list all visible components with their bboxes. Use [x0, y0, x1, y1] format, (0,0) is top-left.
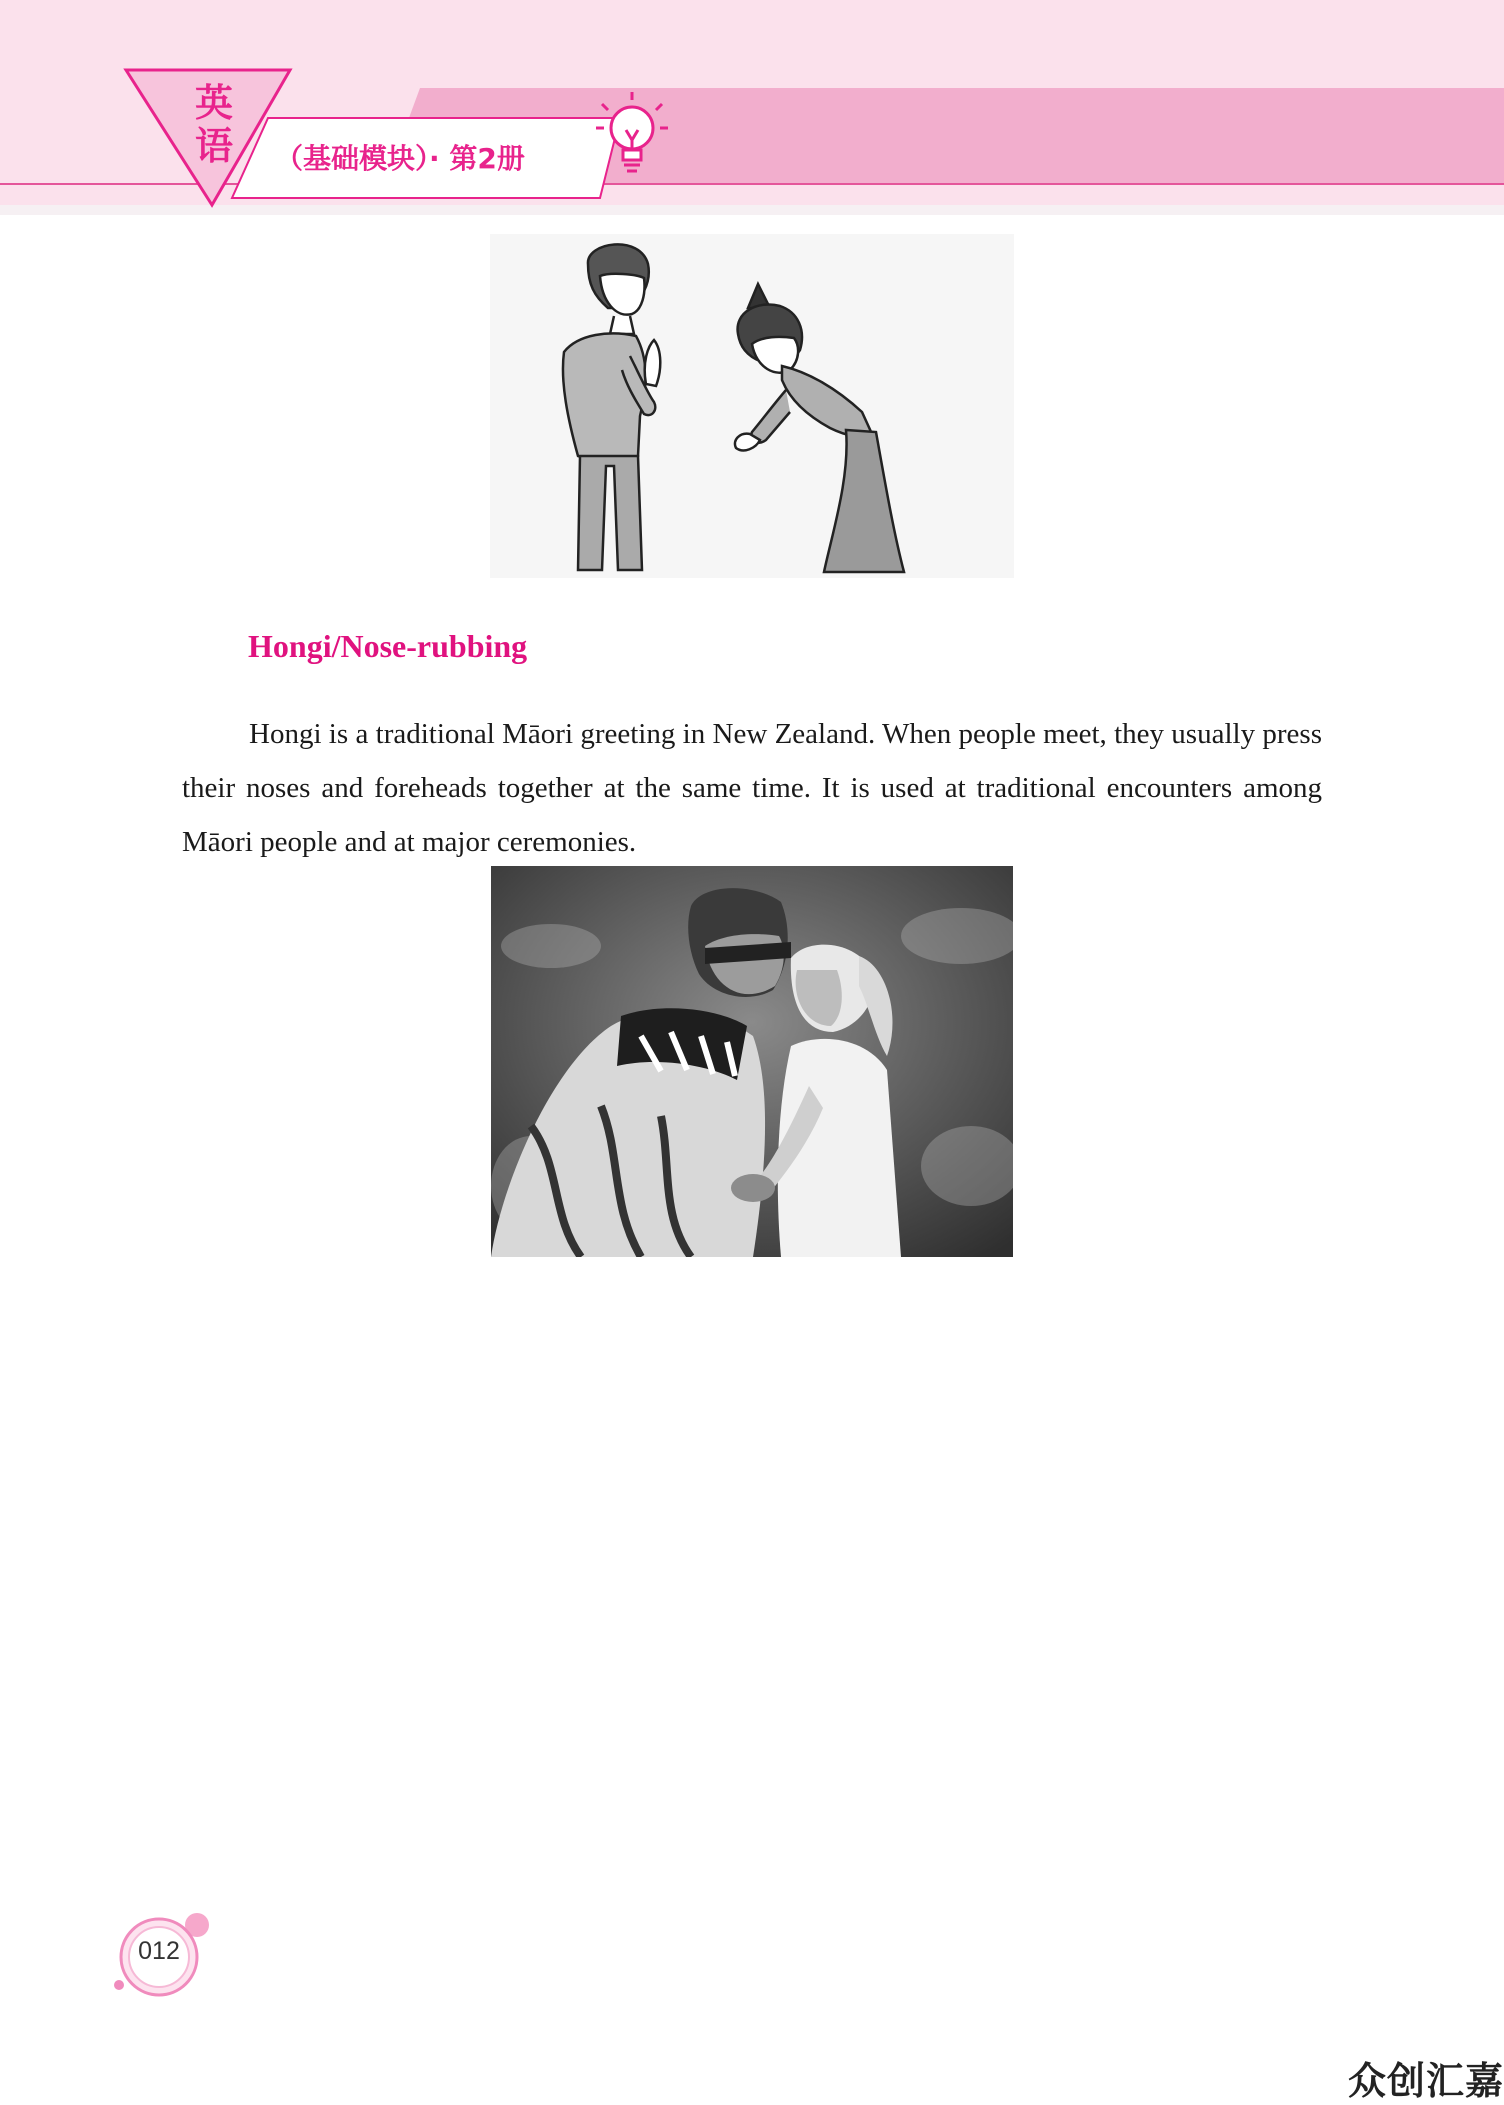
subject-char-top: 英 [195, 81, 234, 125]
clasped-hands [731, 1174, 775, 1202]
hongi-greeting-photo [491, 866, 1013, 1257]
watermark-text: 众创汇嘉 [1348, 2059, 1504, 2103]
section-paragraph: Hongi is a traditional Māori greeting in New Zealand. When people meet, they usually press their noses and foreheads together at the same time. It is used at traditional encounters among Māori people and at major ceremonies. [182, 718, 1322, 858]
page-number-badge [105, 1905, 215, 1997]
wai-greeting-illustration [490, 234, 1014, 578]
page-header [0, 0, 1504, 215]
page-number: 012 [138, 1937, 180, 1965]
section-heading: Hongi/Nose-rubbing [248, 628, 528, 664]
header-bottom-shade [0, 205, 1504, 215]
book-title: （基础模块）· 第2册 [275, 142, 525, 175]
subject-char-bottom: 语 [195, 124, 234, 168]
